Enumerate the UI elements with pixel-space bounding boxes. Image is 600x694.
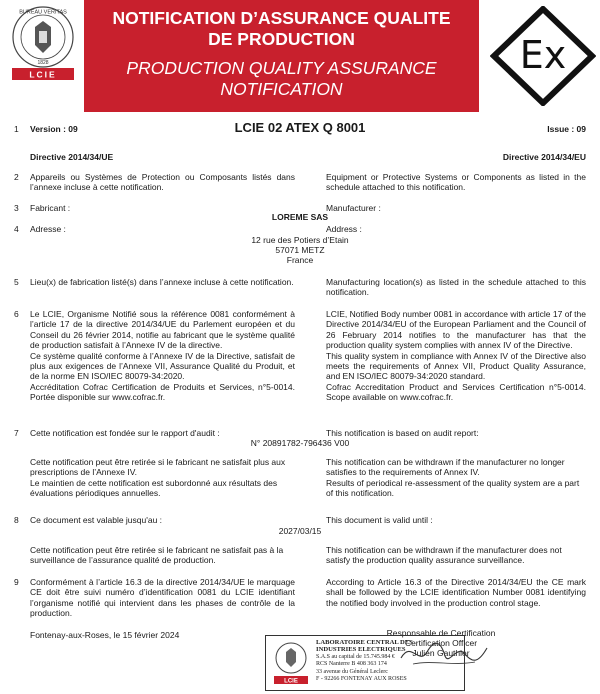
issue-label: Issue : 09 [547, 124, 586, 134]
s7-fr-p1: Cette notification peut être retirée si le fabricant ne satisfait plus aux prescriptions de l’Annexe IV. [30, 457, 286, 478]
section-number-1: 1 [14, 124, 19, 134]
section-number-3: 3 [14, 203, 19, 213]
certificate-reference: LCIE 02 ATEX Q 8001 [234, 120, 366, 135]
s8-en-p1: This notification can be withdrawn if the manufacturer does not satisfy the production quality assurance surveillance. [326, 545, 562, 566]
section-number-2: 2 [14, 172, 19, 182]
ex-hexagon-icon [490, 6, 596, 106]
s6-en-p2: This quality system in compliance with Annex IV of the Directive also meets the requirements of Annex VII, Product Quality Assurance, and EN ISO/IEC 80079-34:2020 standard. [326, 350, 586, 382]
ex-symbol: Ex [519, 33, 567, 77]
responsible-name: Julien Gauthier [412, 648, 470, 658]
responsible-title-fr: Responsable de Certification [386, 628, 496, 638]
responsible-title-en: Certification Officer [404, 638, 478, 648]
title-band [84, 0, 479, 112]
s9-en: According to Article 16.3 of the Directive 2014/34/EU the CE mark shall be followed by the LCIE identification Number 0081 identifying the notified body involved in the production control stage. [326, 577, 586, 608]
s4-fr-label: Adresse : [30, 224, 66, 234]
s7-en-p1: This notification can be withdrawn if the manufacturer no longer satisfies to the requirements of Annex IV. [326, 457, 565, 478]
stamp-line2: INDUSTRIES ELECTRIQUES [316, 646, 406, 654]
s7-en-p2: Results of periodical re-assessment of the quality system are a part of this notification. [326, 477, 580, 499]
s8-en-label: This document is valid until : [326, 515, 433, 525]
s6-fr-p2: Ce système qualité conforme à l’Annexe IV de la Directive, satisfait de plus aux exigences de l’Annexe VII, Assurance Qualité du Produit, et de la norme EN ISO/IEC 80079-34:2020. [30, 350, 295, 382]
stamp-logo-icon [270, 640, 312, 686]
title-en [84, 58, 479, 100]
section-number-4: 4 [14, 224, 19, 234]
section-number-5: 5 [14, 277, 19, 287]
s2-fr: Appareils ou Systèmes de Protection ou Composants listés dans l’annexe incluse à cette notification. [30, 172, 295, 193]
s8-fr-p1: Cette notification peut être retirée si le fabricant ne satisfait pas à la surveillance de l’assurance qualité de production. [30, 545, 284, 566]
stamp-line5: 33 avenue du Général Leclerc [316, 668, 388, 675]
stamp-line1: LABORATOIRE CENTRAL DES [316, 639, 413, 646]
s5-en: Manufacturing location(s) as listed in the schedule attached to this notification. [326, 277, 586, 298]
s3-fr-label: Fabricant : [30, 203, 71, 213]
stamp-line4: RCS Nanterre B 408 363 174 [316, 661, 387, 668]
s6-en [326, 309, 586, 403]
s2-en: Equipment or Protective Systems or Components as listed in the schedule attached to this notification. [326, 172, 586, 193]
bureau-veritas-logo [6, 5, 80, 81]
s6-en-p1: LCIE, Notified Body number 0081 in accordance with article 17 of the Directive 2014/34/EU of the European Parliament and the Council of 26 February 2014 notifies to the manufacturer has that the production quality system complies with annex IV of the Directive. [326, 309, 586, 351]
directive-fr: Directive 2014/34/UE [30, 152, 114, 162]
manufacturer-name: LOREME SAS [271, 212, 329, 222]
validity-date: 2027/03/15 [278, 526, 322, 536]
address-line3: France [286, 255, 314, 265]
stamp-line6: F - 92266 FONTENAY AUX ROSES [316, 676, 407, 683]
section-number-9: 9 [14, 577, 19, 587]
s7-fr-text [30, 457, 295, 499]
title-en-line2: NOTIFICATION [220, 79, 343, 99]
title-fr [84, 8, 479, 50]
logo-top-text: BUREAU VERITAS [19, 9, 67, 16]
s7-en-text [326, 457, 586, 499]
s8-fr-label: Ce document est valable jusqu'au : [30, 515, 163, 525]
address-line2: 57071 METZ [275, 245, 325, 255]
stamp-text [316, 639, 462, 683]
title-en-line1: PRODUCTION QUALITY ASSURANCE [126, 58, 437, 78]
s7-en-label: This notification is based on audit report: [326, 428, 479, 438]
s6-fr-p3: Accréditation Cofrac Certification de Produits et Services, n°5-0014. Portée disponible sur www.cofrac.fr. [30, 381, 295, 403]
address-line1: 12 rue des Potiers d’Etain [251, 235, 349, 245]
stamp-logo-text: LCIE [284, 678, 298, 685]
s5-fr: Lieu(x) de fabrication listé(s) dans l’annexe incluse à cette notification. [30, 277, 294, 287]
logo-bottom-text: LCIE [29, 69, 57, 80]
section-number-8: 8 [14, 515, 19, 525]
s6-en-p3: Cofrac Accreditation Product and Services Certification n°5-0014. Scope available on www.cofrac.fr. [326, 381, 586, 403]
section-number-6: 6 [14, 309, 19, 319]
version-label: Version : 09 [30, 124, 78, 134]
stamp-line3: S.A.S au capital de 15.745.984 € [316, 653, 395, 660]
place-and-date: Fontenay-aux-Roses, le 15 février 2024 [30, 630, 180, 640]
title-fr-line1: NOTIFICATION D’ASSURANCE QUALITE [112, 8, 451, 28]
logo-year: 1828 [37, 60, 49, 66]
s7-fr-label: Cette notification est fondée sur le rapport d'audit : [30, 428, 220, 438]
title-fr-line2: DE PRODUCTION [208, 29, 355, 49]
s6-fr [30, 309, 295, 403]
s6-fr-p1: Le LCIE, Organisme Notifié sous la référence 0081 conformément à l’article 17 de la directive 2014/34/UE du Parlement européen et du Conseil du 26 février 2014, notifie au fabricant que le système qualité de production satisfait à l’Annexe IV de la directive. [30, 309, 295, 351]
directive-en: Directive 2014/34/EU [502, 152, 586, 162]
document-header [0, 0, 600, 112]
audit-report-number: N° 20891782-796436 V00 [250, 438, 350, 448]
s7-fr-p2: Le maintien de cette notification est subordonné aux résultats des évaluations périodiques annuelles. [30, 477, 278, 499]
s9-fr: Conformément à l’article 16.3 de la directive 2014/34/UE le marquage CE doit être suivi numéro d’identification 0081 du LCIE identifiant l’organisme notifié qui intervient dans les phases de contrôle de la production. [30, 577, 295, 619]
company-stamp [265, 635, 465, 691]
section-number-7: 7 [14, 428, 19, 438]
s4-en-label: Address : [326, 224, 362, 234]
s3-en-label: Manufacturer : [326, 203, 381, 213]
